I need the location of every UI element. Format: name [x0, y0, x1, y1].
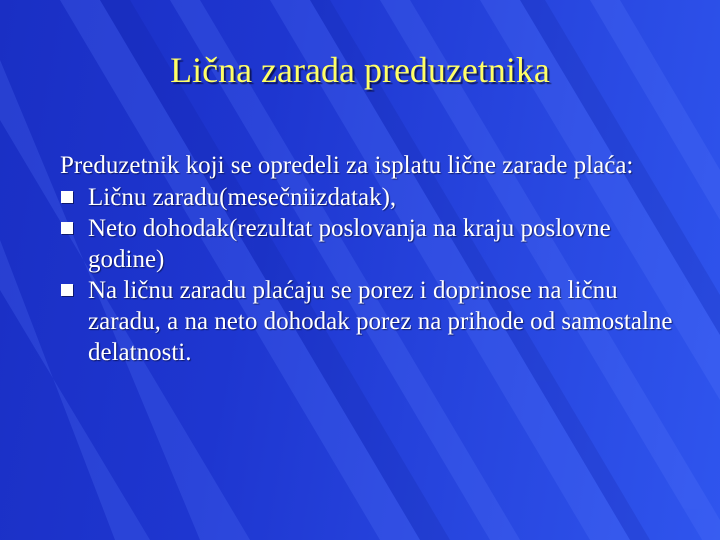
- slide-body: [60, 150, 680, 368]
- bullet-text: Neto dohodak(rezultat poslovanja na kraju poslovne godine): [88, 215, 611, 273]
- slide-title: Lična zarada preduzetnika: [170, 50, 550, 90]
- bullet-text: Na ličnu zaradu plaćaju se porez i doprinose na ličnu zaradu, a na neto dohodak porez na prihode od samostalne delatnosti.: [88, 277, 673, 366]
- list-item: [60, 275, 680, 368]
- square-bullet-icon: [61, 191, 73, 203]
- square-bullet-icon: [61, 222, 73, 234]
- bullet-text: Ličnu zaradu(mesečniizdatak),: [88, 184, 397, 211]
- square-bullet-icon: [61, 284, 73, 296]
- intro-text: Preduzetnik koji se opredeli za isplatu lične zarade plaća:: [60, 152, 634, 179]
- list-item: [60, 182, 680, 213]
- list-item: [60, 213, 680, 275]
- bullet-list: [60, 182, 680, 368]
